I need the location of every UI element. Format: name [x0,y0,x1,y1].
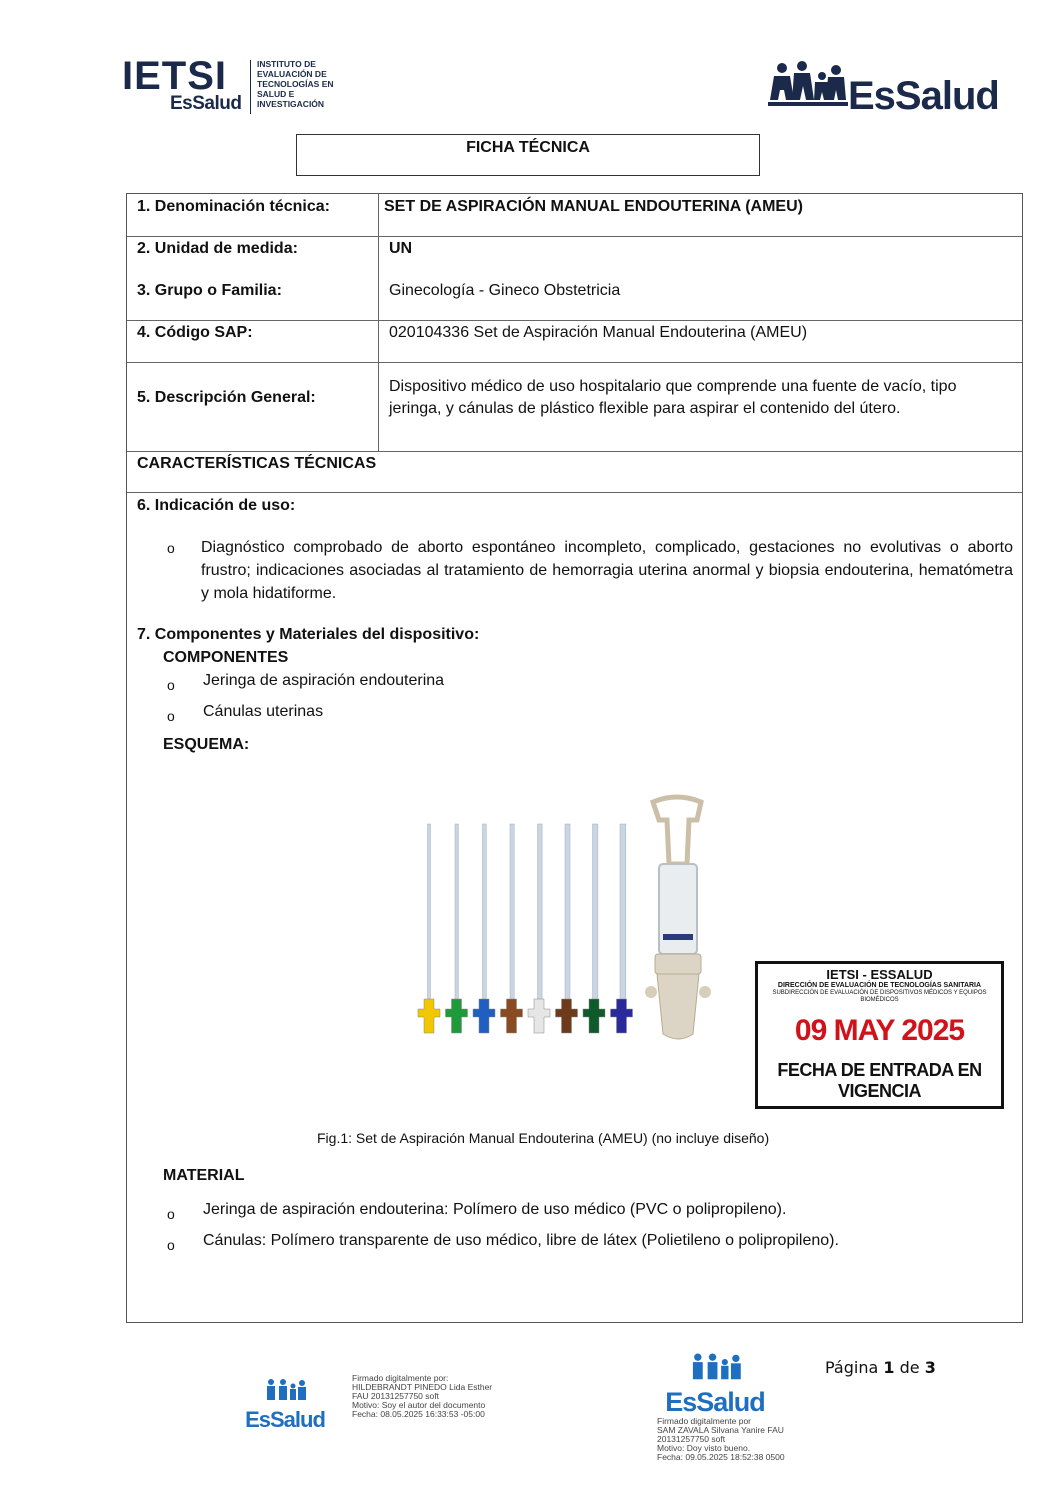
bullet-marker: o [167,1237,175,1253]
bullet-marker: o [167,677,175,693]
denominacion-label: 1. Denominación técnica: [137,198,330,215]
row-divider [127,362,1022,363]
unidad-value: UN [389,240,413,257]
stamp-title: IETSI - ESSALUD [826,967,933,982]
footer-logo-right [660,1352,770,1418]
cannula-hub [583,999,605,1033]
cannulas-illustration [418,824,633,1033]
figure-caption: Fig.1: Set de Aspiración Manual Endouterina (AMEU) (no incluye diseño) [317,1130,770,1146]
bullet-marker: o [167,1206,175,1222]
cannula-hub [501,999,523,1033]
stamp-label: FECHA DE ENTRADA EN VIGENCIA [777,1060,982,1101]
family-icon [688,1352,742,1382]
row-divider [127,236,1022,237]
cannula-tube [593,824,598,1014]
essalud-logo [768,60,998,116]
essalud-logo-text: EsSalud [848,74,999,118]
componentes-heading: 7. Componentes y Materiales del dispositivo: [137,626,480,643]
cannula-tube [455,824,458,1014]
title-box [296,134,760,176]
column-divider [378,194,379,451]
signature-left: Firmado digitalmente por: HILDEBRANDT PINEDO Lida Esther FAU 20131257750 soft Motivo: Soy el autor del documento Fecha: 08.05.2025 16:33:53 -05:00 [352,1373,493,1419]
cannula-hub [611,999,633,1033]
footer-logo-left-text: EsSalud [245,1407,325,1432]
cannula-tube [620,824,626,1014]
component-item: Cánulas uterinas [203,703,324,720]
stamp-date: 09 MAY 2025 [794,1014,965,1047]
cannula-hub [473,999,495,1033]
grupo-label: 3. Grupo o Familia: [137,282,282,299]
descripcion-label: 5. Descripción General: [137,389,316,406]
indicacion-text: Diagnóstico comprobado de aborto espontáneo incompleto, complicado, gestaciones no evolutivas o aborto frustro; indicaciones asociadas al tratamiento de hemorragia uterina anormal y biopsia endouterina, hematómetra y mola hidatiforme. [201,539,1013,602]
cannula-hub [418,999,440,1033]
bullet-marker: o [167,708,175,724]
material-item: Cánulas: Polímero transparente de uso médico, libre de látex (Polietileno o polipropileno). [203,1232,839,1249]
footer-logo-right-text: EsSalud [665,1387,765,1417]
cannula-tube [428,824,431,1014]
component-item: Jeringa de aspiración endouterina [203,672,445,689]
ietsi-logo-description: INSTITUTO DE EVALUACIÓN DE TECNOLOGÍAS EN SALUD E INVESTIGACIÓN [257,59,334,109]
validity-stamp [755,961,1004,1109]
row-divider [127,451,1022,452]
denominacion-value: SET DE ASPIRACIÓN MANUAL ENDOUTERINA (AMEU) [384,198,803,215]
unidad-label: 2. Unidad de medida: [137,240,298,257]
ietsi-logo-separator [250,60,251,114]
syringe-illustration [645,797,711,1039]
codigo-sap-label: 4. Código SAP: [137,324,253,341]
page-number: Página 1 de 3 [825,1358,936,1377]
ameu-device-image [417,794,717,1054]
material-heading: MATERIAL [163,1167,245,1184]
material-item: Jeringa de aspiración endouterina: Polímero de uso médico (PVC o polipropileno). [203,1201,787,1218]
cannula-tube [483,824,487,1014]
ietsi-logo-title: IETSI [122,54,228,98]
codigo-sap-value: 020104336 Set de Aspiración Manual Endouterina (AMEU) [389,324,808,341]
cannula-hub [556,999,578,1033]
spec-table [126,193,1023,1323]
indicacion-heading: 6. Indicación de uso: [137,497,296,514]
row-divider [127,492,1022,493]
bullet-marker: o [167,540,175,556]
page-title: FICHA TÉCNICA [466,139,590,156]
descripcion-value: Dispositivo médico de uso hospitalario que comprende una fuente de vacío, tipo jeringa, y cánulas de plástico flexible para aspirar el contenido del útero. [389,378,957,417]
footer-logo-left [240,1378,330,1433]
family-icon [768,60,848,112]
ietsi-logo-subtitle: EsSalud [170,93,242,114]
stamp-subdirection: SUBDIRECCIÓN DE EVALUACIÓN DE DISPOSITIVOS MÉDICOS Y EQUIPOS BIOMÉDICOS [772,990,987,1003]
componentes-subheading: COMPONENTES [163,649,289,666]
caracteristicas-heading: CARACTERÍSTICAS TÉCNICAS [137,455,377,472]
cannula-hub [446,999,468,1033]
family-icon [263,1378,307,1402]
esquema-heading: ESQUEMA: [163,736,250,753]
signature-right: Firmado digitalmente por SAM ZAVALA Silvana Yanire FAU 20131257750 soft Motivo: Doy visto bueno. Fecha: 09.05.2025 18:52:38 0500 [657,1416,785,1462]
ietsi-logo [122,56,352,116]
cannula-tube [538,824,543,1014]
row-divider [127,320,1022,321]
cannula-hub [528,999,550,1033]
cannula-tube [510,824,514,1014]
cannula-tube [565,824,570,1014]
stamp-direction: DIRECCIÓN DE EVALUACIÓN DE TECNOLOGÍAS SANITARIA [777,982,982,989]
grupo-value: Ginecología - Gineco Obstetricia [389,282,621,299]
